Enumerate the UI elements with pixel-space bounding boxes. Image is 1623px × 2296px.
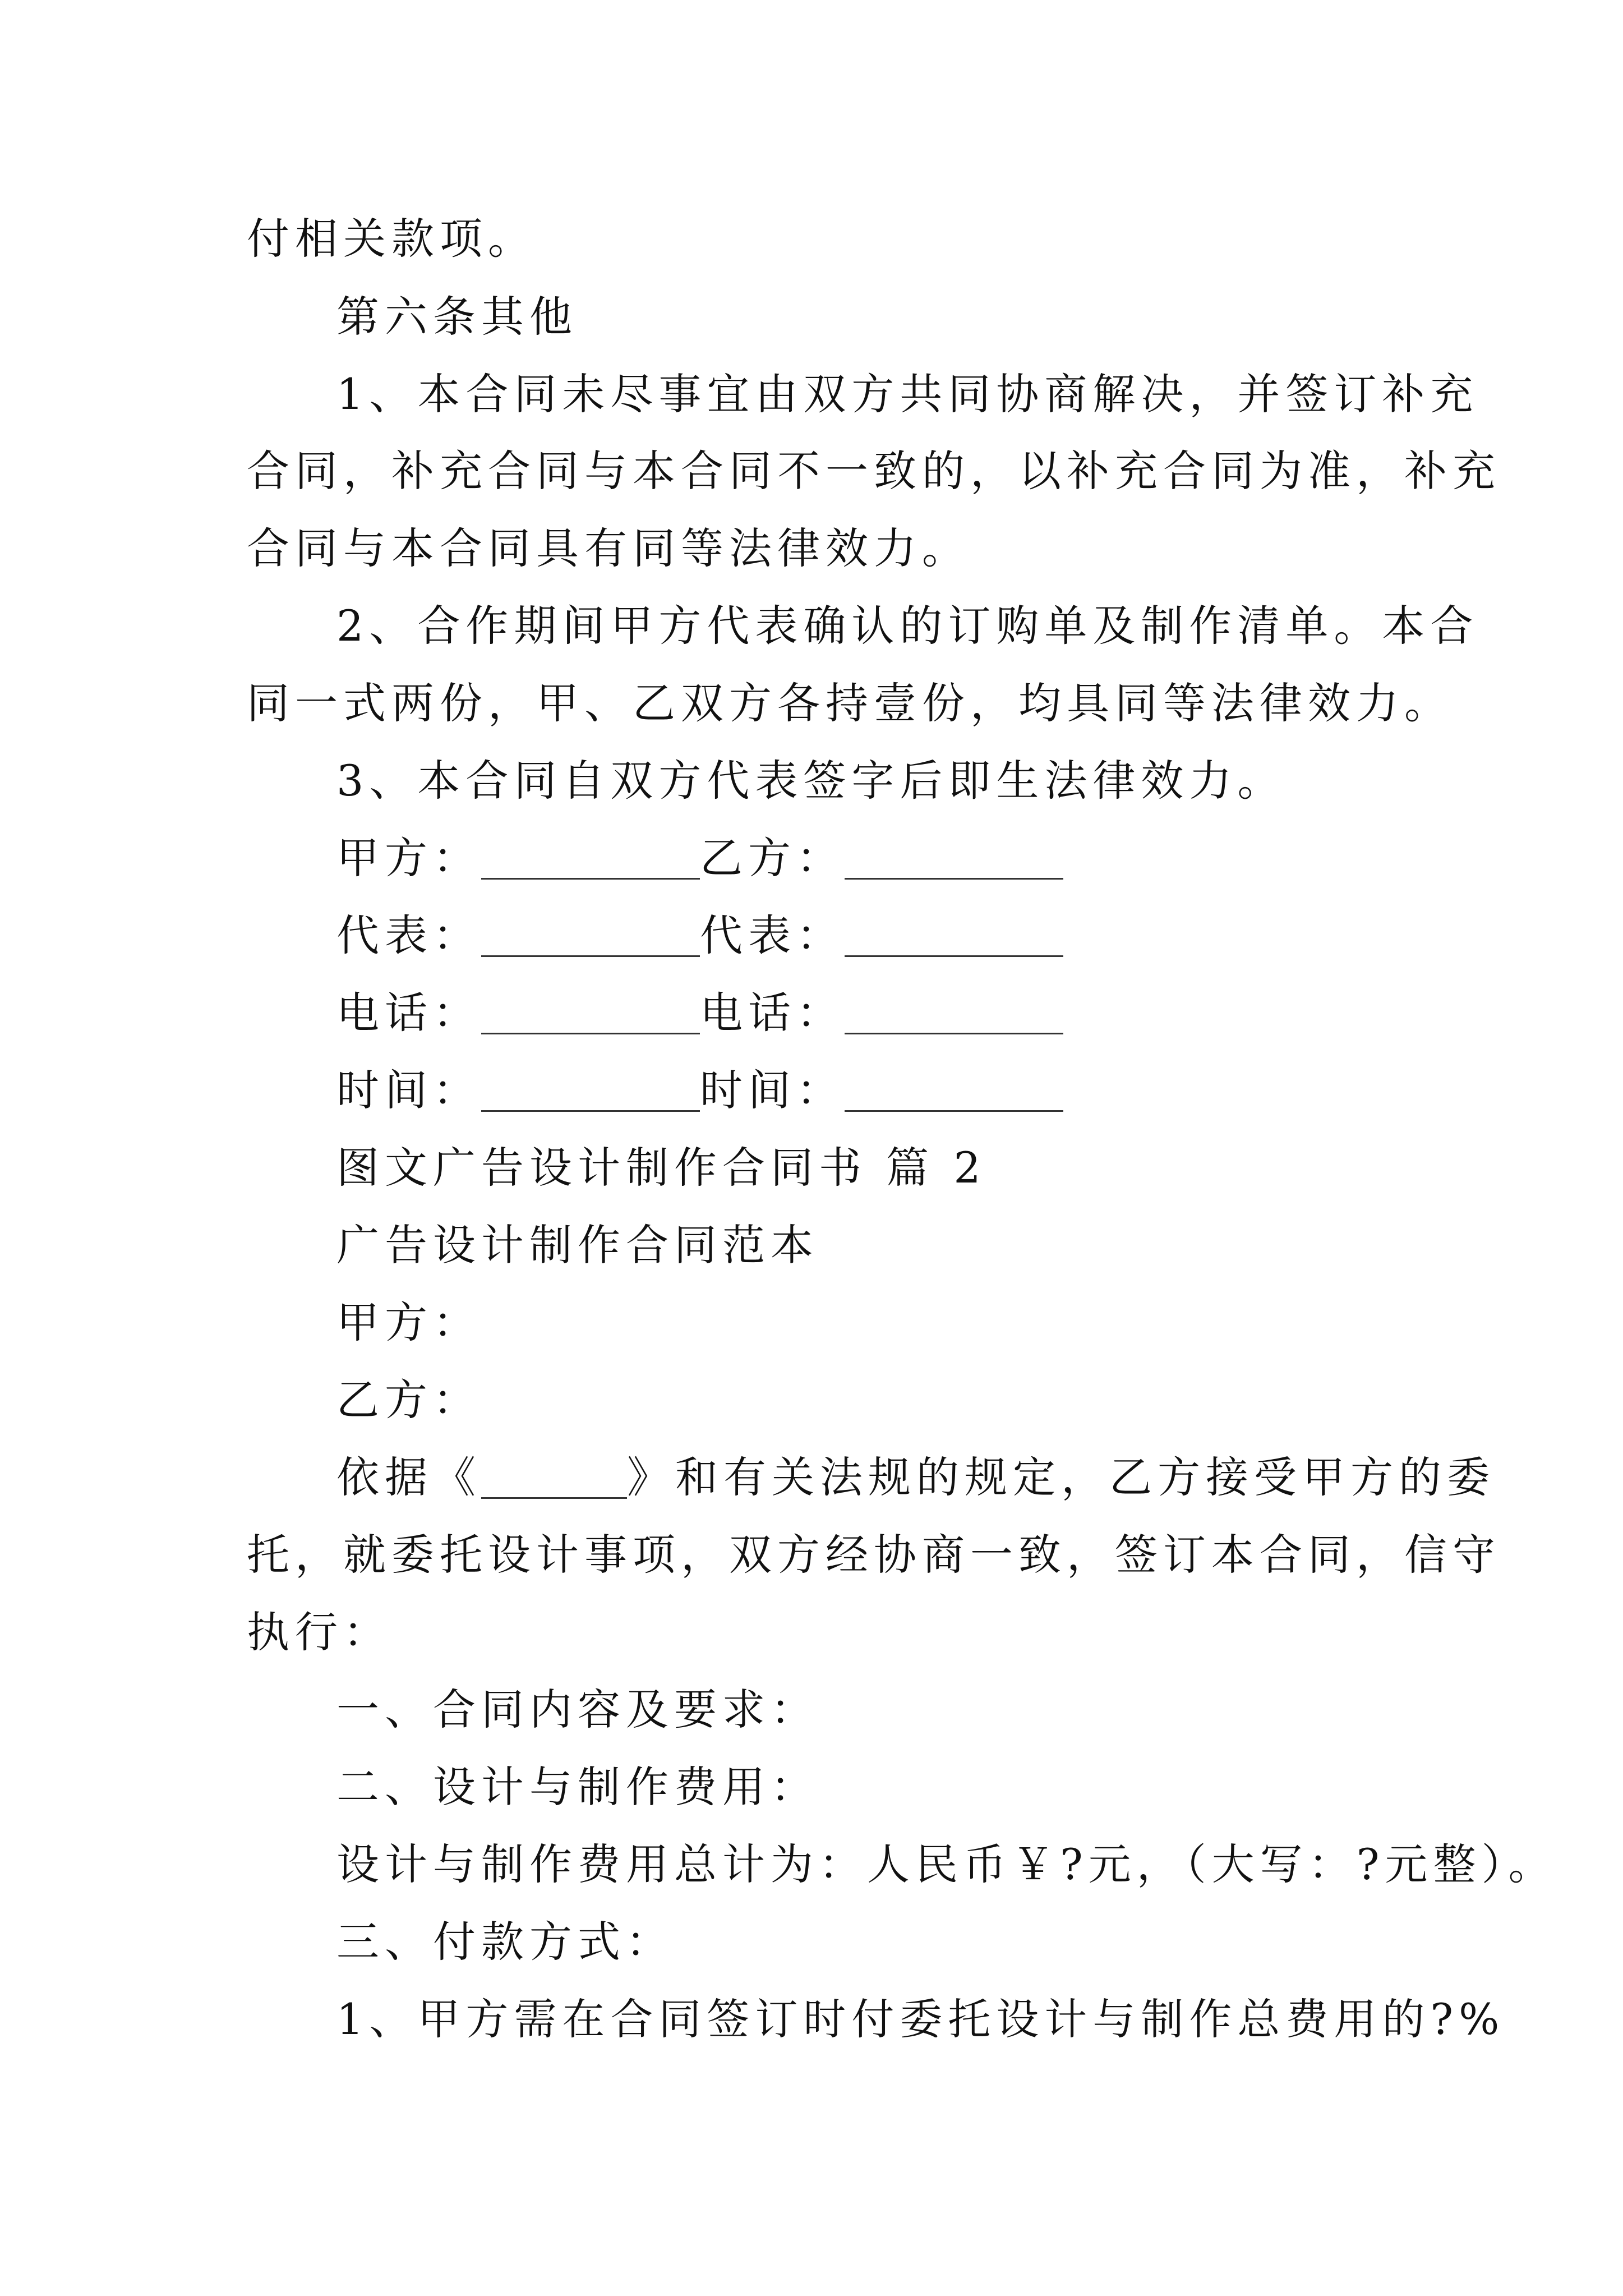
document-title: 广告设计制作合同范本 [336,1220,819,1270]
signature-blank [481,915,700,957]
signature-label-right: 电话： [700,988,845,1038]
signature-blank [845,838,1063,880]
party-a-label: 甲方： [336,1297,481,1347]
clause-heading: 二、设计与制作费用： [336,1762,819,1812]
signature-row [336,833,1063,883]
paragraph-line: 同一式两份，甲、乙双方各持壹份，均具同等法律效力。 [247,678,1453,728]
signature-blank [845,1070,1063,1112]
signature-row [336,1065,1063,1115]
text-fragment: 依据《 [336,1452,481,1502]
signature-label-right: 代表： [700,910,845,960]
clause-heading: 三、付款方式： [336,1917,674,1967]
signature-label-left: 时间： [336,1065,481,1115]
signature-label-left: 代表： [336,910,481,960]
signature-label-left: 电话： [336,988,481,1038]
clause-heading: 一、合同内容及要求： [336,1685,819,1734]
article-heading: 第六条其他 [336,292,578,342]
paragraph-line: 执行： [247,1607,391,1657]
signature-blank [481,838,700,880]
signature-label-right: 乙方： [700,833,845,883]
signature-blank [845,992,1063,1034]
text-fragment: 》和有关法规的规定，乙方接受甲方的委 [627,1452,1495,1502]
signature-label-right: 时间： [700,1065,845,1115]
party-b-label: 乙方： [336,1375,481,1425]
signature-row [336,910,1063,960]
paragraph-line: 2、合作期间甲方代表确认的订购单及制作清单。本合 [336,601,1479,651]
paragraph-line: 合同与本合同具有同等法律效力。 [247,523,970,573]
signature-label-left: 甲方： [336,833,481,883]
paragraph-line: 1、甲方需在合同签订时付委托设计与制作总费用的?% [336,1994,1505,2044]
paragraph-line: 托，就委托设计事项，双方经协商一致，签订本合同，信守 [247,1530,1501,1580]
paragraph-line: 3、本合同自双方代表签字后即生法律效力。 [336,756,1286,806]
paragraph-line: 1、本合同未尽事宜由双方共同协商解决，并签订补充 [336,369,1479,419]
signature-row [336,988,1063,1038]
paragraph-line: 设计与制作费用总计为：人民币￥?元，（大写：?元整）。 [336,1839,1557,1889]
section-title: 图文广告设计制作合同书 篇 2 [336,1143,986,1193]
paragraph-line [336,1452,1495,1502]
paragraph-line: 付相关款项。 [247,214,536,264]
signature-blank [481,992,700,1034]
fill-in-blank [481,1458,627,1499]
signature-blank [481,1070,700,1112]
signature-blank [845,915,1063,957]
paragraph-line: 合同，补充合同与本合同不一致的，以补充合同为准，补充 [247,446,1501,496]
